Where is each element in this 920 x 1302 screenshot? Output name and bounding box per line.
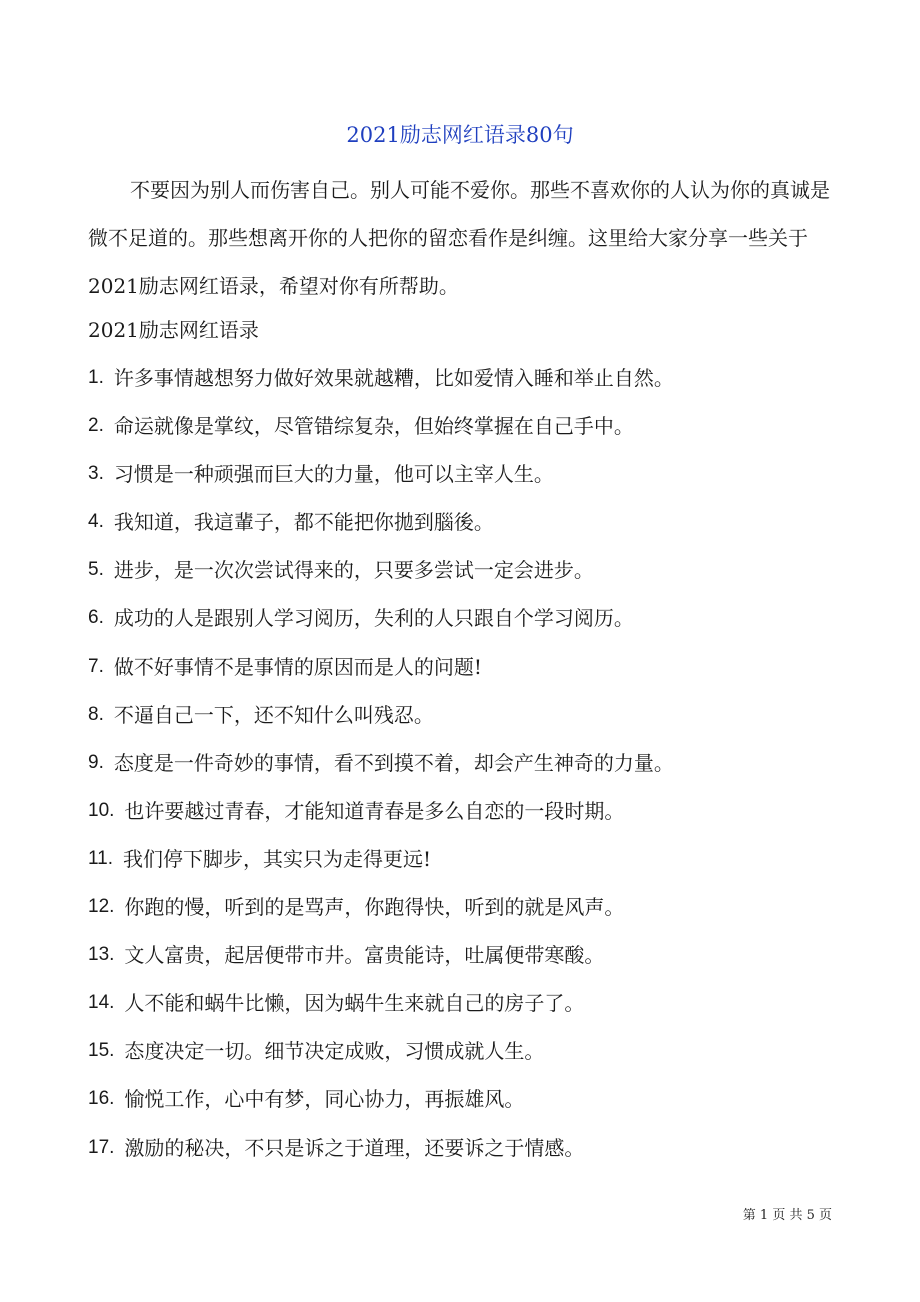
list-item [88, 358, 834, 406]
item-text: 许多事情越想努力做好效果就越糟，比如爱情入睡和举止自然。 [113, 366, 674, 390]
item-number: 10. [88, 799, 115, 821]
item-number: 2. [88, 415, 104, 437]
item-number: 17. [88, 1136, 115, 1158]
item-text: 进步，是一次次尝试得来的，只要多尝试一定会进步。 [113, 558, 594, 583]
intro-paragraph: 不要因为别人而伤害自己。别人可能不爱你。那些不喜欢你的人认为你的真诚是微不足道的。那些想离开你的人把你的留恋看作是纠缠。这里给大家分享一些关于2021励志网红语录，希望对你有所帮助。 [88, 178, 830, 298]
item-text: 成功的人是跟别人学习阅历，失利的人只跟自个学习阅历。 [113, 606, 634, 631]
item-number: 13. [88, 944, 115, 966]
list-item [88, 550, 834, 598]
item-number: 1. [88, 367, 104, 388]
section-heading: 2021励志网红语录 [88, 318, 259, 342]
item-text: 你跑的慢，听到的是骂声，你跑得快，听到的就是风声。 [124, 895, 625, 920]
item-text: 我们停下脚步，其实只为走得更远! [123, 846, 432, 871]
item-number: 11. [88, 847, 114, 869]
list-item [88, 983, 834, 1031]
list-item [88, 1031, 834, 1079]
list-item [88, 1128, 834, 1176]
page-number-footer: 第 1 页 共 5 页 [742, 1208, 832, 1223]
item-number: 6. [88, 607, 104, 629]
item-number: 14. [88, 992, 115, 1014]
item-number: 4. [88, 511, 104, 533]
item-text: 激励的秘决，不只是诉之于道理，还要诉之于情感。 [124, 1135, 585, 1160]
item-text: 文人富贵，起居便带市井。富贵能诗，吐属便带寒酸。 [124, 943, 605, 968]
list-item [88, 695, 834, 743]
item-text: 态度是一件奇妙的事情，看不到摸不着，却会产生神奇的力量。 [113, 750, 674, 775]
item-text: 人不能和蜗牛比懒，因为蜗牛生来就自己的房子了。 [124, 991, 585, 1016]
item-text: 愉悦工作，心中有梦，同心协力，再振雄风。 [124, 1087, 525, 1112]
item-text: 做不好事情不是事情的原因而是人的问题! [113, 654, 482, 679]
item-number: 9. [88, 751, 104, 773]
list-item [88, 647, 834, 695]
list-item [88, 598, 834, 646]
item-number: 5. [88, 559, 104, 581]
document-title: 2021励志网红语录80句 [346, 123, 574, 147]
item-number: 12. [88, 896, 115, 918]
quote-list [88, 358, 834, 1176]
list-item [88, 791, 834, 839]
list-item [88, 839, 834, 887]
list-item [88, 1079, 834, 1127]
list-item [88, 454, 834, 502]
list-item [88, 502, 834, 550]
item-text: 命运就像是掌纹，尽管错综复杂，但始终掌握在自己手中。 [113, 414, 634, 439]
list-item [88, 935, 834, 983]
item-text: 我知道，我這輩子，都不能把你拋到腦後。 [113, 510, 494, 535]
item-number: 7. [88, 655, 104, 677]
list-item [88, 406, 834, 454]
item-number: 16. [88, 1088, 115, 1110]
item-text: 态度决定一切。细节决定成败，习惯成就人生。 [124, 1039, 545, 1064]
item-text: 也许要越过青春，才能知道青春是多么自恋的一段时期。 [124, 798, 625, 823]
list-item [88, 887, 834, 935]
item-number: 8. [88, 703, 104, 725]
item-number: 15. [88, 1040, 115, 1062]
list-item [88, 743, 834, 791]
item-text: 习惯是一种顽强而巨大的力量，他可以主宰人生。 [113, 462, 554, 487]
item-text: 不逼自己一下，还不知什么叫残忍。 [113, 702, 434, 727]
item-number: 3. [88, 463, 104, 485]
